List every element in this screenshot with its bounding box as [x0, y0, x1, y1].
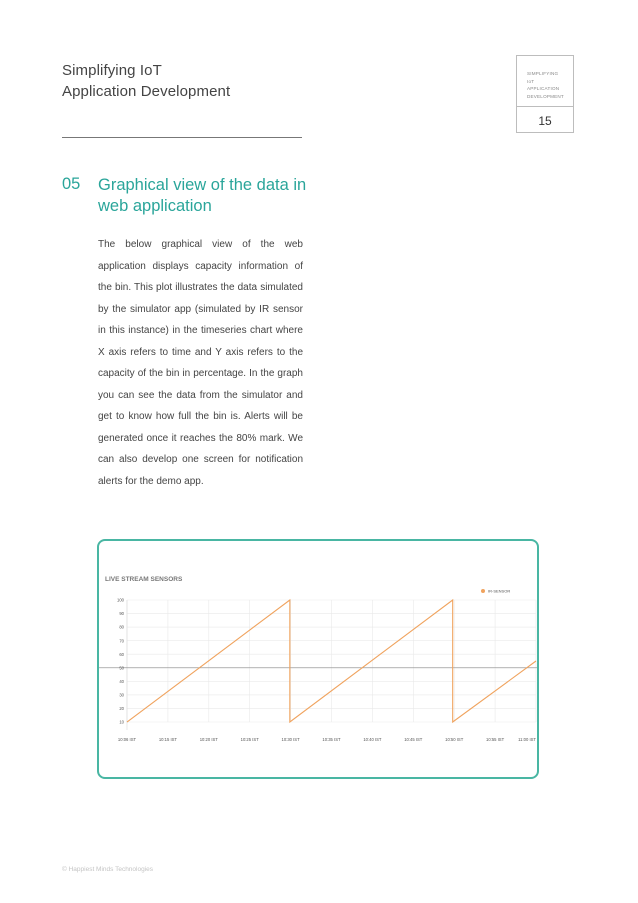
chart-legend — [481, 589, 510, 594]
y-tick-label: 40 — [119, 678, 124, 684]
x-tick-label: 10:55 IST — [486, 737, 505, 742]
section-title: Graphical view of the data in web application — [98, 176, 307, 215]
y-tick-label: 20 — [119, 706, 124, 712]
x-tick-label: 10:40 IST — [363, 737, 382, 742]
x-tick-label: 10:20 IST — [199, 737, 218, 742]
x-tick-labels — [118, 737, 537, 742]
y-tick-label: 50 — [119, 665, 124, 671]
legend-marker — [481, 589, 485, 593]
chart-grid — [127, 600, 536, 730]
x-tick-label: 10:45 IST — [404, 737, 423, 742]
y-tick-label: 60 — [119, 651, 124, 657]
legend-label: IR-SENSOR — [488, 588, 511, 594]
y-tick-label: 70 — [119, 638, 124, 644]
y-tick-label: 100 — [117, 597, 124, 603]
page-number-box — [516, 55, 574, 133]
section-number: 05 — [62, 175, 81, 193]
x-tick-label: 11:00 IST — [518, 737, 536, 742]
page-box-label-line: DEVELOPMENT — [527, 93, 564, 99]
x-tick-label: 10:25 IST — [240, 737, 259, 742]
page-box-label — [527, 70, 564, 100]
y-tick-label: 80 — [119, 624, 124, 630]
page-box-label-line: IoT — [527, 78, 535, 84]
footer-copyright: © Happiest Minds Technologies — [62, 866, 154, 873]
y-tick-label: 10 — [119, 719, 124, 725]
x-tick-label: 10:30 IST — [281, 737, 300, 742]
document-header-title — [62, 60, 230, 102]
header-title-line-1: Simplifying IoT — [62, 62, 162, 79]
live-stream-chart — [99, 541, 537, 777]
chart-title: LIVE STREAM SENSORS — [105, 576, 183, 583]
y-tick-labels — [117, 598, 125, 725]
page-number: 15 — [538, 114, 552, 128]
x-tick-label: 10:35 IST — [322, 737, 341, 742]
y-tick-label: 30 — [119, 692, 124, 698]
page-box-label-line: SIMPLIFYING — [527, 71, 559, 76]
page-box-label-line: APPLICATION — [527, 86, 560, 92]
chart-screenshot-frame — [97, 539, 539, 779]
x-tick-label: 10:50 IST — [445, 737, 464, 742]
body-paragraph: The below graphical view of the web application displays capacity information of the bin. This plot illustrates the data simulated by the simulator app (simulated by IR sensor in this instance) in the timeseries chart where X axis refers to time and Y axis refers to the capacity of the bin in percentage. In the graph you can see the data from the simulator and get to know how full the bin is. Alerts will be generated once it reaches the 80% mark. We can also develop one screen for notification alerts for the demo app. — [98, 239, 303, 487]
page-box-divider — [517, 106, 573, 107]
header-rule — [62, 137, 302, 138]
header-title-line-2: Application Development — [62, 83, 231, 100]
x-tick-label: 10:15 IST — [158, 737, 177, 742]
y-tick-label: 90 — [119, 611, 124, 617]
x-tick-label: 10:06 IST — [117, 737, 137, 742]
